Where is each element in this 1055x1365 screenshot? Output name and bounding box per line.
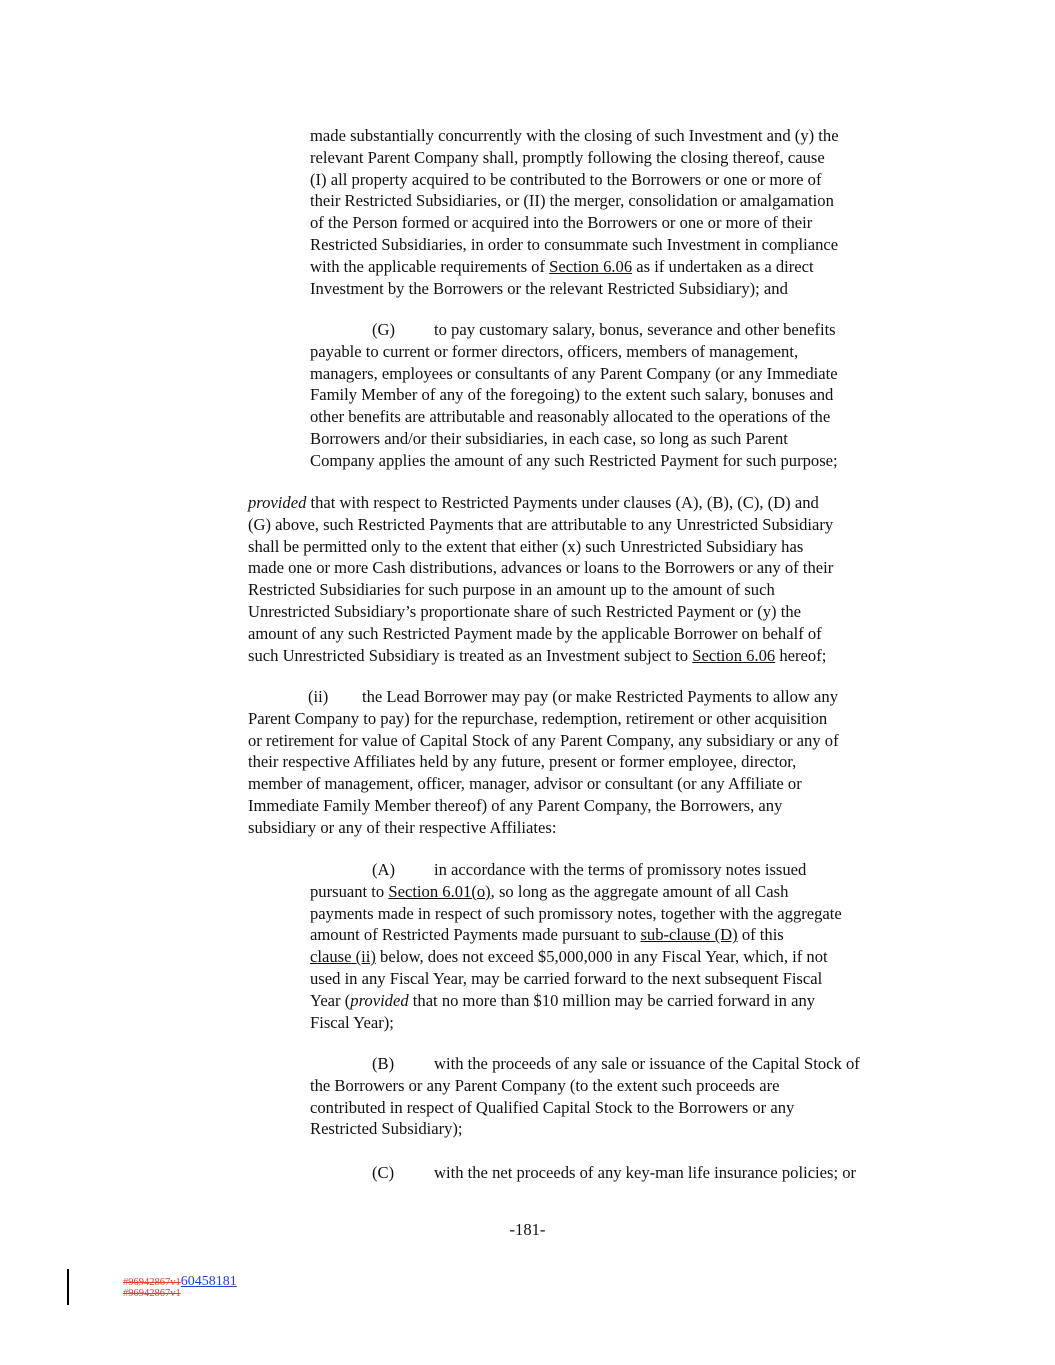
- text-run: amount of Restricted Payments made pursuant to: [310, 925, 641, 945]
- text-line: Parent Company to pay) for the repurchase, redemption, retirement or other acquisition: [248, 708, 828, 728]
- text-run: pursuant to: [310, 881, 389, 901]
- text-line: made substantially concurrently with the closing of such Investment and (y) the: [310, 126, 839, 145]
- paragraph-g-continuation: [310, 125, 839, 299]
- deleted-document-id-2: #96942867v1: [123, 1288, 181, 1299]
- text-run: that with respect to Restricted Payments under clauses (A), (B), (C), (D) and: [306, 493, 819, 512]
- clause-label: (B): [372, 1054, 395, 1073]
- text-line: Family Member of any of the foregoing) to the extent such salary, bonuses and: [310, 385, 834, 405]
- text-run: as if undertaken as a direct: [632, 256, 814, 276]
- text-line: [248, 492, 833, 514]
- text-run: that no more than $10 million may be carried forward in any: [408, 990, 816, 1010]
- text-line: contributed in respect of Qualified Capital Stock to the Borrowers or any: [310, 1097, 795, 1117]
- clause-label: (G): [372, 320, 396, 339]
- text-line: [248, 645, 833, 667]
- clause-reference-link[interactable]: clause (ii): [310, 947, 376, 967]
- clause-label: (ii): [308, 687, 329, 706]
- text-line: Company applies the amount of any such Restricted Payment for such purpose;: [310, 450, 838, 470]
- text-line: payments made in respect of such promissory notes, together with the aggregate: [310, 903, 842, 923]
- text-run: such Unrestricted Subsidiary is treated as an Investment subject to: [248, 645, 693, 665]
- section-reference-link[interactable]: Section 6.06: [549, 256, 633, 276]
- text-line: their respective Affiliates held by any future, present or former employee, director,: [248, 752, 797, 772]
- text-line: Restricted Subsidiaries for such purpose in an amount up to the amount of such: [248, 580, 775, 600]
- text-line: relevant Parent Company shall, promptly following the closing thereof, cause: [310, 147, 825, 167]
- change-bar: [67, 1269, 69, 1305]
- text-run: with the applicable requirements of: [310, 256, 550, 276]
- text-line: (I) all property acquired to be contributed to the Borrowers or one or more of: [310, 169, 822, 189]
- footer-line: [123, 1272, 237, 1289]
- text-line: or retirement for value of Capital Stock of any Parent Company, any subsidiary or any of: [248, 730, 839, 750]
- text-line: subsidiary or any of their respective Affiliates:: [248, 817, 557, 837]
- text-line: Investment by the Borrowers or the relevant Restricted Subsidiary); and: [310, 278, 788, 298]
- text-line: Immediate Family Member thereof) of any Parent Company, the Borrowers, any: [248, 795, 783, 815]
- inserted-document-id: 60458181: [180, 1274, 237, 1289]
- text-run: hereof;: [775, 645, 827, 665]
- text-run: , so long as the aggregate amount of all Cash: [490, 881, 789, 901]
- text-line: Unrestricted Subsidiary’s proportionate share of such Restricted Payment or (y) the: [248, 601, 801, 621]
- text-line: Fiscal Year);: [310, 1012, 394, 1032]
- clause-b: [310, 1053, 860, 1140]
- text-run: in accordance with the terms of promissory notes issued: [434, 860, 807, 879]
- proviso-paragraph: [248, 492, 833, 666]
- text-line: made one or more Cash distributions, advances or loans to the Borrowers or any of their: [248, 558, 834, 578]
- text-line: shall be permitted only to the extent that either (x) such Unrestricted Subsidiary has: [248, 536, 804, 556]
- page-number: -181-: [509, 1220, 546, 1239]
- section-reference-link[interactable]: Section 6.01(o): [388, 881, 491, 901]
- text-line: [310, 256, 839, 278]
- italic-term: provided: [248, 493, 307, 512]
- document-id-footer: [123, 1272, 237, 1299]
- section-reference-link[interactable]: Section 6.06: [692, 645, 776, 665]
- text-line: [310, 946, 842, 968]
- text-line: other benefits are attributable and reasonably allocated to the operations of the: [310, 407, 831, 427]
- text-run: of this: [737, 925, 784, 945]
- clause-first-line: [310, 859, 842, 881]
- subclause-reference-link[interactable]: sub-clause (D): [640, 925, 738, 945]
- text-line: Borrowers and/or their subsidiaries, in each case, so long as such Parent: [310, 428, 788, 448]
- clause-ii: [248, 686, 839, 839]
- clause-label: (C): [372, 1163, 395, 1182]
- text-run: with the net proceeds of any key-man life insurance policies; or: [434, 1163, 857, 1182]
- text-line: used in any Fiscal Year, may be carried forward to the next subsequent Fiscal: [310, 968, 823, 988]
- text-line: [310, 881, 842, 903]
- text-line: payable to current or former directors, officers, members of management,: [310, 341, 799, 361]
- text-line: of the Person formed or acquired into the Borrowers or one or more of their: [310, 213, 813, 233]
- clause-c: [310, 1162, 856, 1184]
- text-line: (G) above, such Restricted Payments that are attributable to any Unrestricted Subsidiary: [248, 514, 834, 534]
- text-run: with the proceeds of any sale or issuance of the Capital Stock of: [434, 1054, 860, 1073]
- text-line: Restricted Subsidiaries, in order to consummate such Investment in compliance: [310, 234, 839, 254]
- text-line: managers, employees or consultants of any Parent Company (or any Immediate: [310, 363, 838, 383]
- clause-first-line: [310, 319, 838, 341]
- clause-a: [310, 859, 842, 1033]
- text-line: [310, 924, 842, 946]
- text-run: to pay customary salary, bonus, severance and other benefits: [434, 320, 836, 339]
- clause-first-line: [310, 1162, 856, 1184]
- clause-first-line: [310, 1053, 860, 1075]
- text-run: the Lead Borrower may pay (or make Restricted Payments to allow any: [362, 687, 839, 706]
- clause-label: (A): [372, 860, 396, 879]
- text-line: their Restricted Subsidiaries, or (II) the merger, consolidation or amalgamation: [310, 191, 834, 211]
- text-line: [310, 990, 842, 1012]
- text-line: the Borrowers or any Parent Company (to the extent such proceeds are: [310, 1075, 780, 1095]
- deleted-document-id: #96942867v1: [123, 1277, 181, 1288]
- text-line: amount of any such Restricted Payment made by the applicable Borrower on behalf of: [248, 623, 822, 643]
- text-line: Restricted Subsidiary);: [310, 1119, 463, 1139]
- clause-first-line: [248, 686, 839, 708]
- text-run: Year (: [310, 990, 351, 1010]
- clause-g: [310, 319, 838, 472]
- text-line: member of management, officer, manager, advisor or consultant (or any Affiliate or: [248, 774, 802, 794]
- italic-term: provided: [350, 990, 409, 1010]
- text-run: below, does not exceed $5,000,000 in any Fiscal Year, which, if not: [375, 947, 828, 967]
